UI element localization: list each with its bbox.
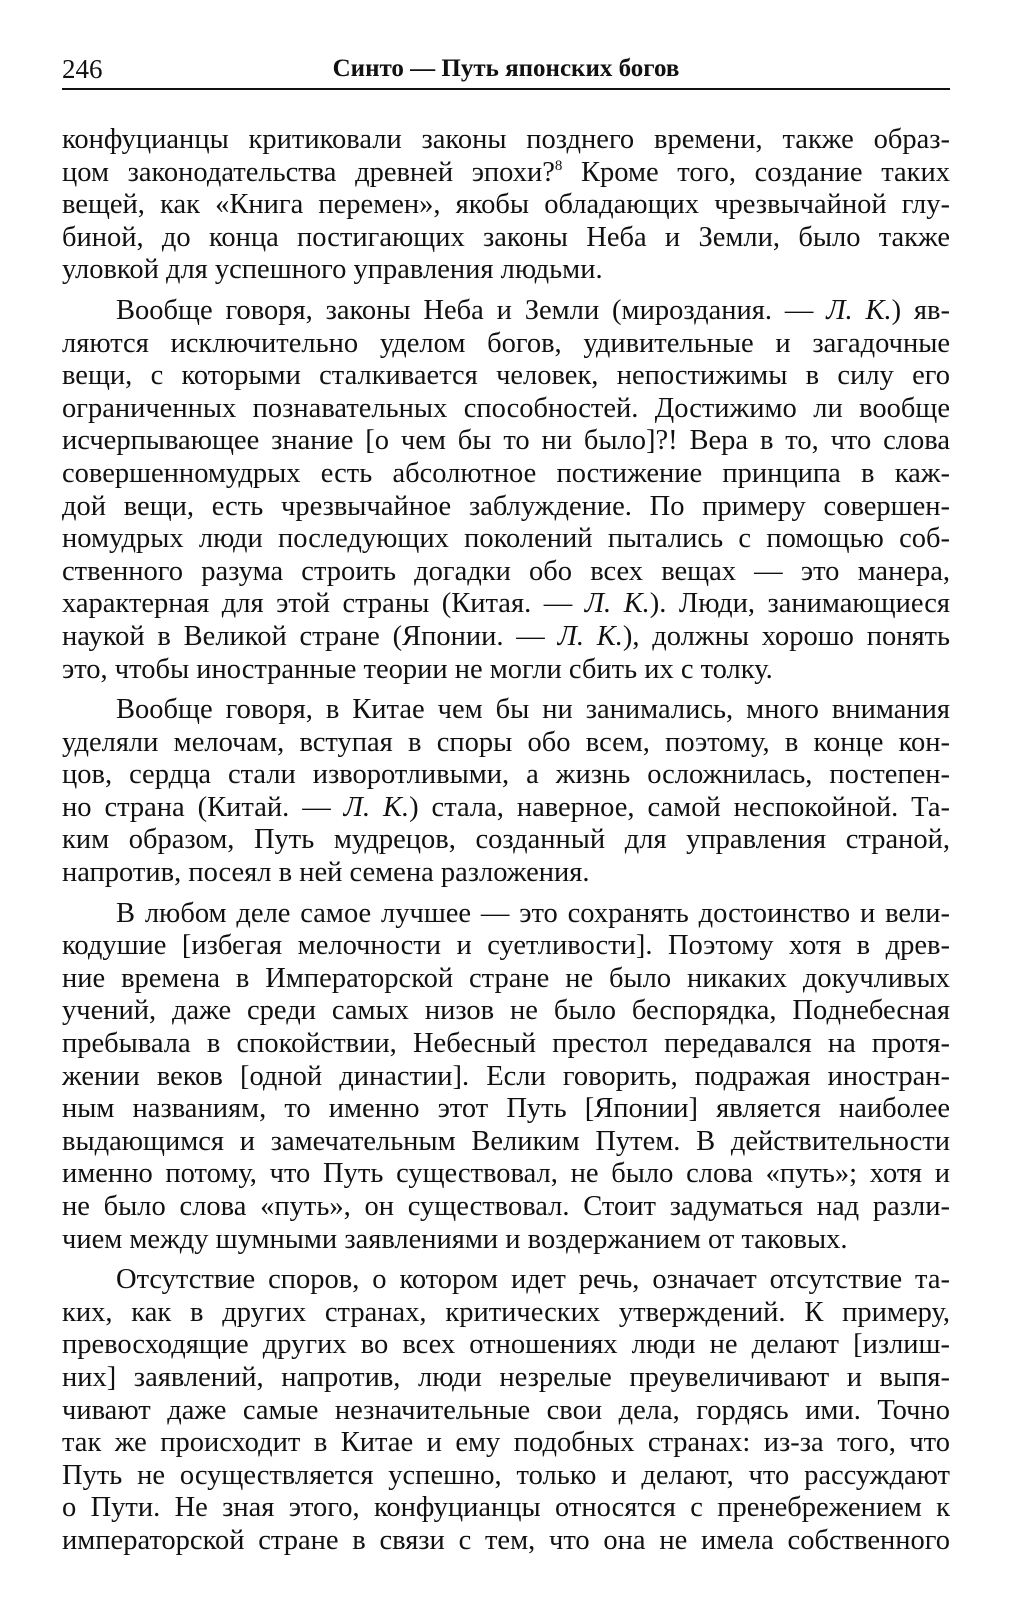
text-line: именно потому, что Путь существовал, не было слова «путь»; хотя и (62, 1158, 950, 1190)
paragraph (62, 295, 950, 686)
footnote-ref: 8 (554, 157, 563, 174)
page-number: 246 (62, 54, 103, 84)
text-line: учений, даже среди самых низов не было беспорядка, Поднебесная (62, 995, 950, 1027)
text-line: уделяли мелочам, вступая в споры обо всем, поэтому, в конце кон- (62, 726, 950, 758)
text-line: номудрых люди последующих поколений пытались с помощью соб- (62, 523, 950, 555)
text-line: исчерпывающее знание [о чем бы то ни было]?! Вера в то, что слова (62, 425, 950, 457)
text-line: вещей, как «Книга перемен», якобы обладающих чрезвычайной глу- (62, 189, 950, 221)
author-initials: Л. К. (557, 620, 623, 652)
text-line: ние времена в Императорской стране не было никаких докучливых (62, 962, 950, 994)
text-line: выдающимся и замечательным Великим Путем. В действительности (62, 1125, 950, 1157)
paragraph (62, 124, 950, 287)
text-line: ких, как в других странах, критических утверждений. К примеру, (62, 1296, 950, 1328)
text-line: конфуцианцы критиковали законы позднего времени, также образ- (62, 124, 950, 155)
text-line: Отсутствие споров, о котором идет речь, означает отсутствие та- (116, 1264, 950, 1296)
page-header (62, 52, 950, 90)
paragraph (62, 898, 950, 1257)
text-line: цом законодательства древней эпохи?$^8$ Кроме того, создание таких (62, 156, 950, 188)
text-line: ограниченных познавательных способностей. Достижимо ли вообще (62, 392, 950, 424)
text-line: о Пути. Не зная этого, конфуцианцы относятся с пренебрежением к (62, 1492, 950, 1524)
text-line: чивают даже самые незначительные свои дела, гордясь ими. Точно (62, 1394, 950, 1426)
running-title: Синто — Путь японских богов (332, 55, 680, 82)
text-line: это, чтобы иностранные теории не могли сбить их с толку. (62, 653, 773, 685)
author-initials: Л. К. (584, 588, 650, 620)
text-line: биной, до конца постигающих законы Неба и Земли, было также (62, 221, 950, 253)
text-line: так же происходит в Китае и ему подобных странах: из-за того, что (62, 1427, 950, 1459)
text-line: ственного разума строить догадки обо всех вещах — это манера, (62, 555, 950, 587)
text-line: Вообще говоря, законы Неба и Земли (мироздания. — Л. К.) яв- (116, 294, 950, 326)
text-line: совершенномудрых есть абсолютное постижение принципа в каж- (62, 457, 950, 489)
body-text (62, 124, 950, 1558)
text-line: наукой в Великой стране (Японии. — Л. К.), должны хорошо понять (62, 620, 951, 652)
text-line: уловкой для успешного управления людьми. (62, 254, 603, 286)
text-line: императорской стране в связи с тем, что она не имела собственного (62, 1524, 950, 1556)
text-line: вещи, с которыми сталкивается человек, непостижимы в силу его (62, 360, 950, 392)
text-line: чием между шумными заявлениями и воздержанием от таковых. (62, 1223, 848, 1255)
paragraph (62, 694, 950, 890)
text-line: цов, сердца стали изворотливыми, а жизнь осложнилась, постепен- (62, 759, 950, 791)
text-line: дой вещи, есть чрезвычайное заблуждение. По примеру совершен- (62, 490, 950, 522)
text-line: кодушие [избегая мелочности и суетливости]. Поэтому хотя в древ- (62, 930, 950, 962)
text-line: но страна (Китай. — Л. К.) стала, наверное, самой неспокойной. Та- (62, 791, 950, 823)
author-initials: Л. К. (343, 791, 410, 823)
text-line: ным названиям, то именно этот Путь [Японии] является наиболее (62, 1093, 950, 1125)
text-line: них] заявлений, напротив, люди незрелые преувеличивают и выпя- (62, 1361, 950, 1393)
text-line: превосходящие других во всех отношениях люди не делают [излиш- (62, 1329, 950, 1361)
text-line: В любом деле самое лучшее — это сохранять достоинство и вели- (116, 897, 950, 929)
text-line: ляются исключительно уделом богов, удивительные и загадочные (62, 327, 950, 359)
text-line: не было слова «путь», он существовал. Стоит задуматься над разли- (62, 1191, 950, 1222)
text-line: жении веков [одной династии]. Если говорить, подражая иностран- (62, 1060, 950, 1092)
text-line: пребывала в спокойствии, Небесный престол передавался на протя- (62, 1028, 950, 1060)
author-initials: Л. К. (826, 294, 892, 326)
text-line: характерная для этой страны (Китая. — Л. К.). Люди, занимающиеся (62, 588, 950, 620)
text-line: ким образом, Путь мудрецов, созданный для управления страной, (62, 824, 950, 856)
paragraph (62, 1264, 950, 1557)
text-line: Вообще говоря, в Китае чем бы ни занимались, много внимания (116, 694, 950, 726)
text-line: напротив, посеял в ней семена разложения. (62, 857, 590, 889)
text-line: Путь не осуществляется успешно, только и делают, что рассуждают (62, 1459, 950, 1491)
